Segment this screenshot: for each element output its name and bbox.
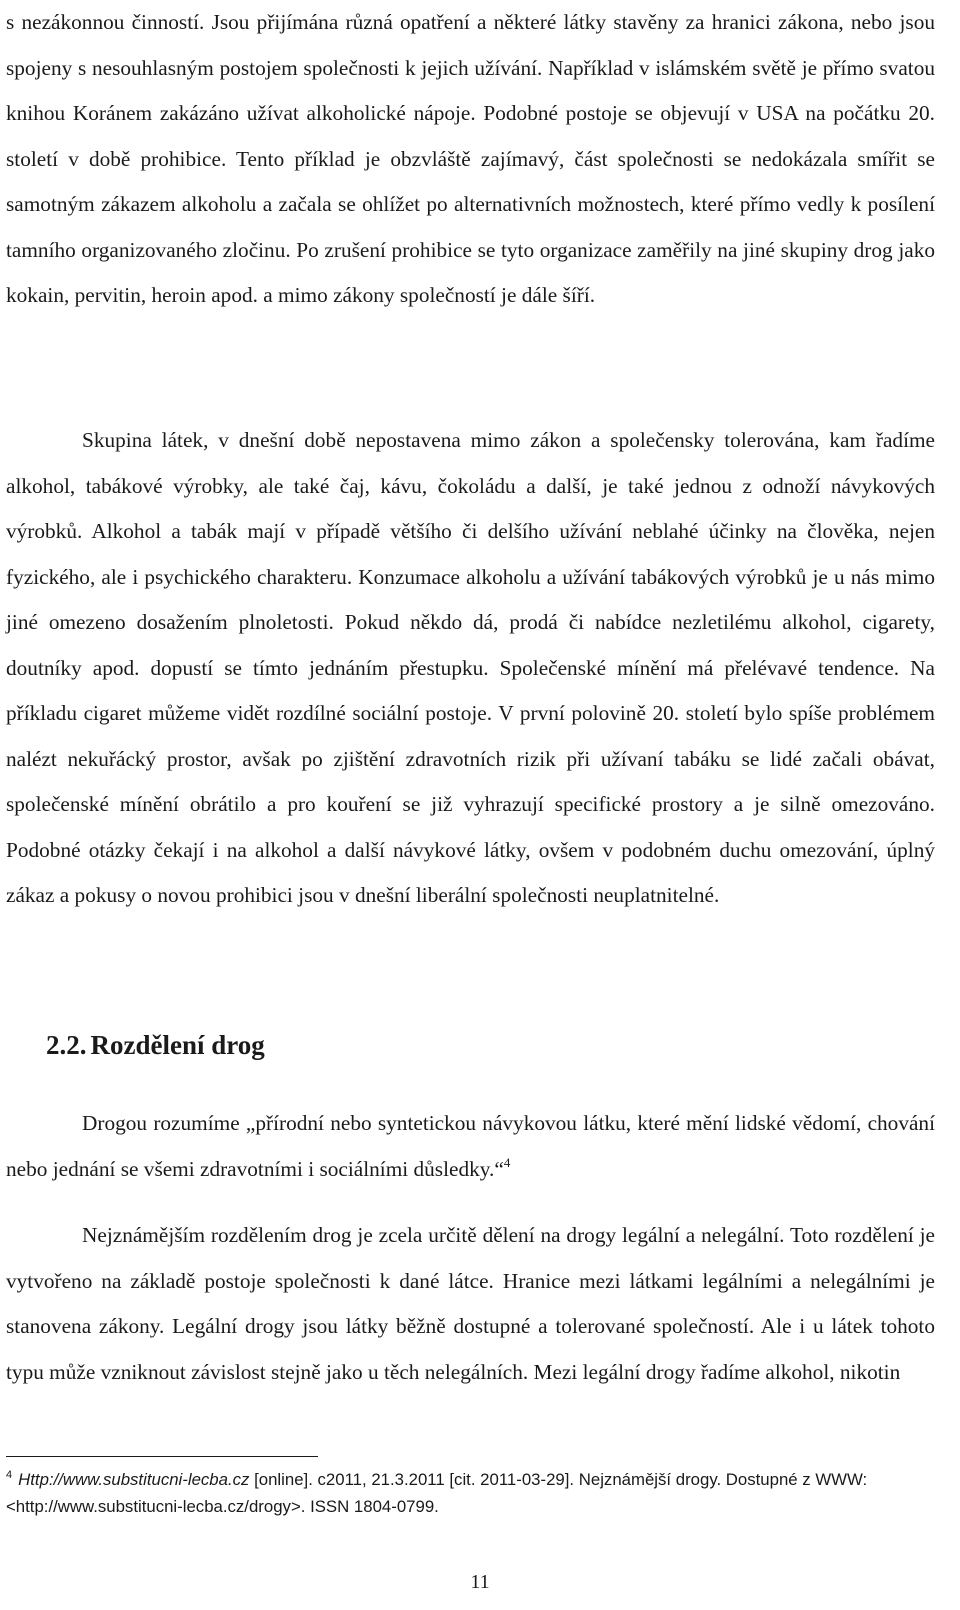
paragraph-drug-classification: Nejznámějším rozdělením drog je zcela určitě dělení na drogy legální a nelegální. Toto rozdělení je vytvořeno na základě postoje společnosti k dané látce. Hranice mezi látkami legálními a nelegálními je stanovena zákony. Legální drogy jsou látky běžně dostupné a tolerované společností. Ale i u látek tohoto typu může vzniknout závislost stejně jako u těch nelegálních. Mezi legální drogy řadíme alkohol, nikotin xyxy=(6,1223,935,1384)
paragraph-prohibition: s nezákonnou činností. Jsou přijímána různá opatření a některé látky stavěny za hranici zákona, nebo jsou spojeny s nesouhlasným postojem společnosti k jejich užívání. Například v islámském světě je přímo svatou knihou Koránem zakázáno užívat alkoholické nápoje. Podobné postoje se objevují v USA na počátku 20. století v době prohibice. Tento příklad je obzvláště zajímavý, část společnosti se nedokázala smířit se samotným zákazem alkoholu a začala se ohlížet po alternativních možnostech, které přímo vedly k posílení tamního organizovaného zločinu. Po zrušení prohibice se tyto organizace zaměřily na jiné skupiny drog jako kokain, pervitin, heroin apod. a mimo zákony společností je dále šíří. xyxy=(6,10,935,307)
footnote xyxy=(6,1466,935,1520)
footnote-mark: 4 xyxy=(6,1469,13,1481)
definition-text: Drogou rozumíme „přírodní nebo syntetickou návykovou látku, které mění lidské vědomí, chování nebo jednání se všemi zdravotními i sociálními důsledky.“ xyxy=(6,1111,935,1181)
footnote-reference[interactable]: 4 xyxy=(503,1154,511,1170)
section-number: 2.2. xyxy=(46,1030,87,1060)
section-title: Rozdělení drog xyxy=(90,1030,265,1060)
footnote-link[interactable]: Http://www.substitucni-lecba.cz xyxy=(18,1470,250,1489)
paragraph-legal-substances: Skupina látek, v dnešní době nepostavena mimo zákon a společensky tolerována, kam řadíme alkohol, tabákové výrobky, ale také čaj, kávu, čokoládu a další, je také jednou z odnoží návykových výrobků. Alkohol a tabák mají v případě většího či delšího užívání neblahé účinky na člověka, nejen fyzického, ale i psychického charakteru. Konzumace alkoholu a užívání tabákových výrobků je u nás mimo jiné omezeno dosažením plnoletosti. Pokud někdo dá, prodá či nabídce nezletilému alkohol, cigarety, doutníky apod. dopustí se tímto jednáním přestupku. Společenské mínění má přelévavé tendence. Na příkladu cigaret můžeme vidět rozdílné sociální postoje. V první polovině 20. století bylo spíše problémem nalézt nekuřácký prostor, avšak po zjištění zdravotních rizik při užívaní tabáku se lidé začali obávat, společenské mínění obrátilo a pro kouření se již vyhrazují specifické prostory a je silně omezováno. Podobné otázky čekají i na alkohol a další návykové látky, ovšem v podobném duchu omezování, úplný zákaz a pokusy o novou prohibici jsou v dnešní liberální společnosti neuplatnitelné. xyxy=(6,428,935,907)
paragraph-drug-definition xyxy=(6,1101,935,1192)
section-heading xyxy=(46,1030,265,1061)
footnote-divider xyxy=(6,1456,318,1457)
footnote-text: [online]. c2011, 21.3.2011 [cit. 2011-03-29]. Nejznámější drogy. Dostupné z WWW: <http://www.substitucni-lecba.cz/drogy>. ISSN 1804-0799. xyxy=(6,1470,868,1516)
page-number: 11 xyxy=(470,1571,490,1593)
